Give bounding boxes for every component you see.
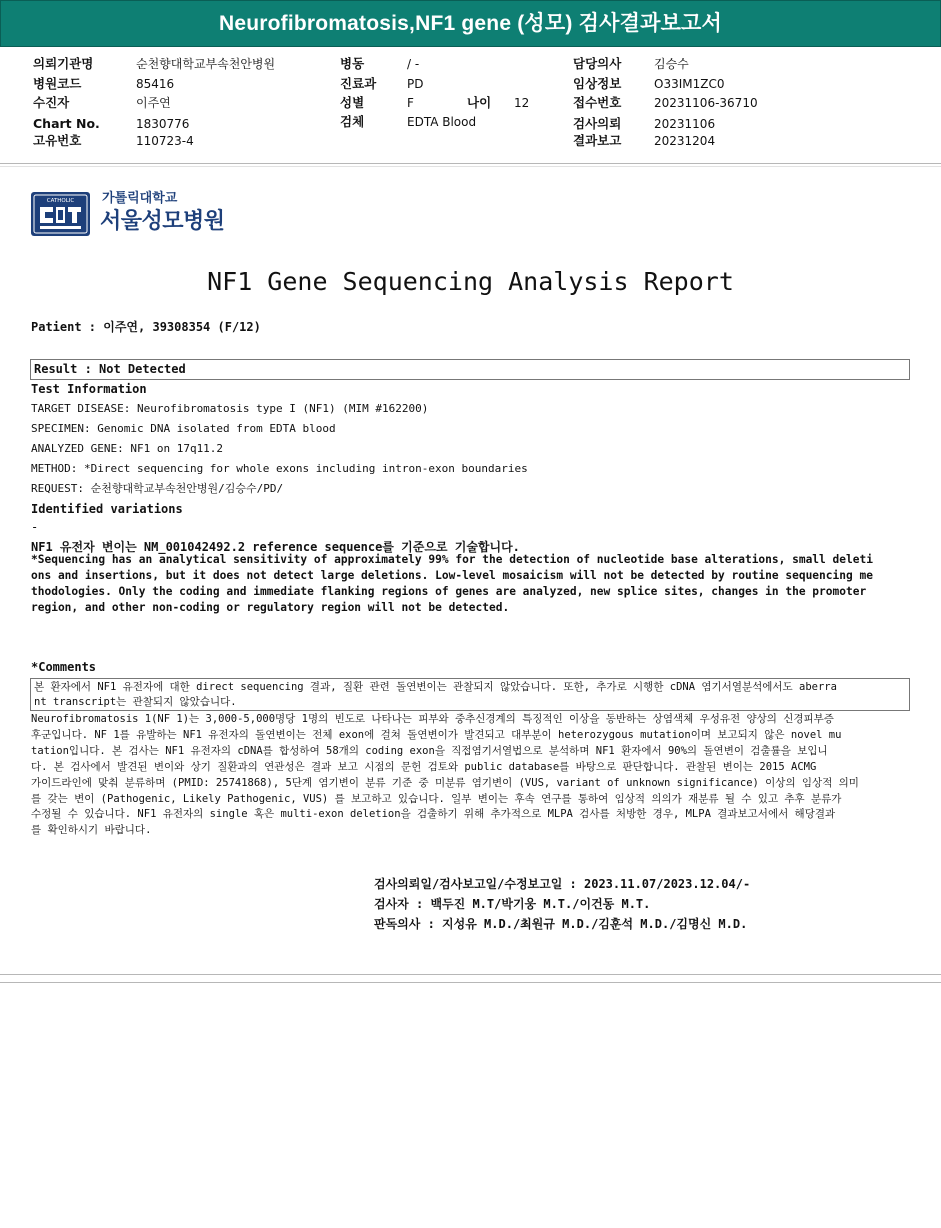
variations-value: - (31, 520, 39, 534)
clinical-info-value: O33IM1ZC0 (654, 77, 725, 91)
clinical-info-label: 임상정보 (573, 76, 622, 91)
dates-line: 검사의뢰일/검사보고일/수정보고일 : 2023.11.07/2023.12.04/- (374, 877, 751, 891)
method-info: METHOD: *Direct sequencing for whole exons including intron-exon boundaries (31, 462, 528, 475)
doctor-label: 담당의사 (573, 56, 622, 71)
chart-label: Chart No. (33, 116, 100, 131)
report-title: NF1 Gene Sequencing Analysis Report (207, 267, 734, 296)
header-divider (0, 163, 941, 164)
variations-heading: Identified variations (31, 502, 183, 516)
footer-divider (0, 974, 941, 975)
hospital-logo (30, 191, 230, 239)
receipt-number-label: 접수번호 (573, 95, 622, 110)
hospital-code-value: 85416 (136, 77, 175, 91)
comment-summary-box: 본 환자에서 NF1 유전자에 대한 direct sequencing 결과, 질환 관련 돌연변이는 관찰되지 않았습니다. 또한, 추가로 시행한 cDNA 염기서열분석에서도 aberra nt transcript는 관찰되지 않았습니다. (30, 678, 910, 711)
department-label: 진료과 (340, 76, 377, 91)
sex-value: F (407, 96, 414, 110)
request-info: REQUEST: 순천향대학교부속천안병원/김승수/PD/ (31, 482, 284, 495)
specimen-value: EDTA Blood (407, 115, 477, 129)
analyzed-gene: ANALYZED GENE: NF1 on 17q11.2 (31, 442, 224, 455)
receipt-number-value: 20231106-36710 (654, 96, 758, 110)
result-box: Result : Not Detected (30, 359, 910, 380)
hospital-name: 서울성모병원 (100, 209, 225, 234)
sensitivity-disclaimer: *Sequencing has an analytical sensitivity of approximately 99% for the detection of nucleotide base alterations, small deleti ons and insertions, but it does not detect large deletions. Low-level mosaicism will not be detected by routine sequencing me thodologies. Only the coding and immediate flanking regions of genes are analyzed, new splice sites, changes in the promoter region, and other non-coding or regulatory region will not be detected. (31, 553, 873, 614)
ward-value: / - (407, 57, 420, 71)
comment-paragraph: Neurofibromatosis 1(NF 1)는 3,000-5,000명당 1명의 빈도로 나타나는 피부와 중추신경계의 특징적인 이상을 동반하는 상염색체 우성유전 양상의 신경피부증 후군입니다. NF 1를 유발하는 NF1 유전자의 돌연변이는 전체 exon에 걸쳐 돌연변이가 발견되고 대부분이 heterozygous mutation이며 보고되지 않은 novel mu tation입니다. 본 검사는 NF1 유전자의 cDNA를 합성하여 58개의 coding exon을 직접염기서열법으로 분석하며 NF1 환자에서 90%의 돌연변이 검출률을 보입니 다. 본 검사에서 발견된 변이와 상기 질환과의 연관성은 결과 보고 시점의 문헌 검토와 public database를 바탕으로 판단합니다. 관찰된 변이는 2015 ACMG 가이드라인에 맞춰 분류하며 (PMID: 25741868), 5단계 염기변이 분류 기준 중 미분류 염기변이 (VUS, variant of unknown significance) 이상의 임상적 의미 를 갖는 변이 (Pathogenic, Likely Pathogenic, VUS) 를 보고하고 있습니다. 일부 변이는 후속 연구를 통하여 임상적 의의가 재분류 될 수 있고 추후 분류가 수정될 수 있습니다. NF1 유전자의 single 혹은 multi-exon deletion을 검출하기 위해 추가적으로 MLPA 검사를 처방한 경우, MLPA 결과보고서에서 해당결과 를 확인하시기 바랍니다. (31, 713, 859, 837)
university-name: 가톨릭대학교 (102, 191, 178, 206)
doctor-value: 김승수 (654, 57, 689, 71)
request-date-value: 20231106 (654, 117, 716, 131)
chart-value: 1830776 (136, 117, 190, 131)
header-divider-shadow (0, 166, 941, 167)
request-date-label: 검사의뢰 (573, 116, 622, 131)
patient-label: 수진자 (33, 95, 70, 110)
specimen-label: 검체 (340, 114, 365, 129)
ward-label: 병동 (340, 56, 365, 71)
technicians-line: 검사자 : 백두진 M.T/박기웅 M.T./이건동 M.T. (374, 897, 651, 911)
hospital-code-label: 병원코드 (33, 76, 82, 91)
physicians-line: 판독의사 : 지성유 M.D./최원규 M.D./김훈석 M.D./김명신 M.D. (374, 917, 748, 931)
age-label: 나이 (467, 95, 492, 110)
institution-value: 순천향대학교부속천안병원 (136, 57, 276, 71)
institution-label: 의뢰기관명 (33, 56, 94, 71)
emblem-text: CATHOLIC (46, 198, 75, 204)
unique-number-value: 110723-4 (136, 134, 194, 148)
unique-number-label: 고유번호 (33, 133, 82, 148)
target-disease: TARGET DISEASE: Neurofibromatosis type I (NF1) (MIM #162200) (31, 402, 429, 415)
report-date-label: 결과보고 (573, 133, 622, 148)
report-title-bar: Neurofibromatosis,NF1 gene (성모) 검사결과보고서 (0, 0, 941, 47)
sex-label: 성별 (340, 95, 365, 110)
patient-value: 이주연 (136, 96, 171, 110)
reference-note: NF1 유전자 변이는 NM_001042492.2 reference sequence를 기준으로 기술합니다. (31, 540, 520, 554)
hospital-emblem-icon (30, 191, 91, 237)
patient-line: Patient : 이주연, 39308354 (F/12) (31, 320, 261, 334)
age-value: 12 (514, 96, 530, 110)
report-date-value: 20231204 (654, 134, 716, 148)
comments-heading: *Comments (31, 660, 97, 674)
test-info-heading: Test Information (31, 382, 147, 396)
specimen-info: SPECIMEN: Genomic DNA isolated from EDTA blood (31, 422, 336, 435)
footer-divider-bottom (0, 982, 941, 983)
department-value: PD (407, 77, 424, 91)
